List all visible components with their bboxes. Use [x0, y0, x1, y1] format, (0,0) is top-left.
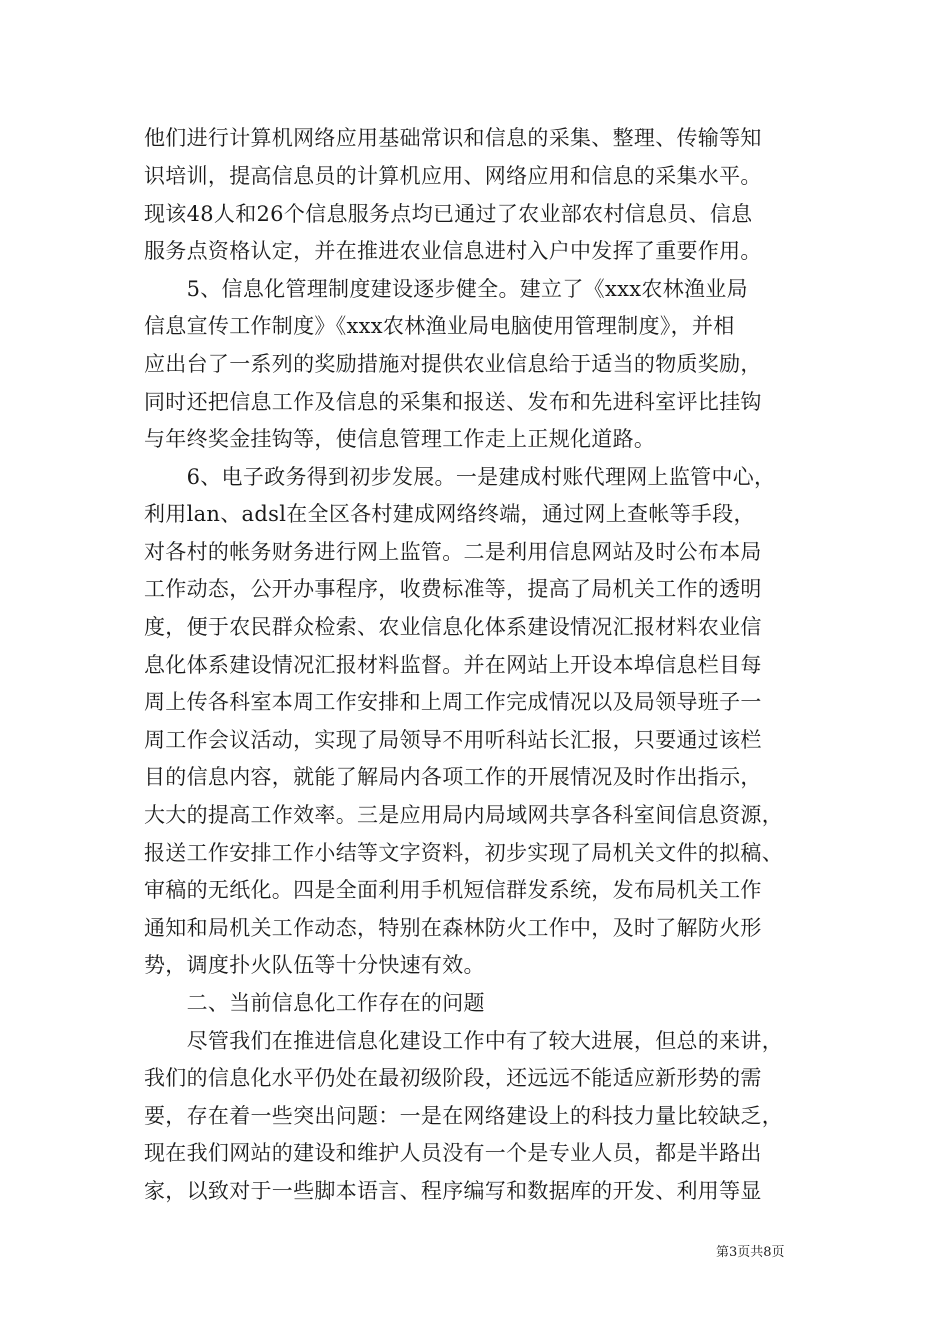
text-line: 目的信息内容，就能了解局内各项工作的开展情况及时作出指示， [144, 765, 762, 789]
text-line: 信息宣传工作制度》《xxx农林渔业局电脑使用管理制度》，并相 [144, 314, 735, 338]
text-line: 家，以致对于一些脚本语言、程序编写和数据库的开发、利用等显 [144, 1179, 762, 1203]
text-line: 对各村的帐务财务进行网上监管。二是利用信息网站及时公布本局 [144, 540, 762, 564]
text-line: 他们进行计算机网络应用基础常识和信息的采集、整理、传输等知 [144, 126, 762, 150]
section-heading: 二、当前信息化工作存在的问题 [144, 991, 485, 1015]
text-line: 报送工作安排工作小结等文字资料，初步实现了局机关文件的拟稿、 [144, 841, 783, 865]
text-line: 势，调度扑火队伍等十分快速有效。 [144, 953, 485, 977]
text-line: 同时还把信息工作及信息的采集和报送、发布和先进科室评比挂钩 [144, 390, 762, 414]
text-line: 大大的提高工作效率。三是应用局内局域网共享各科室间信息资源， [144, 803, 783, 827]
text-line: 5、信息化管理制度建设逐步健全。建立了《xxx农林渔业局 [144, 277, 748, 301]
text-line: 6、电子政务得到初步发展。一是建成村账代理网上监管中心， [144, 465, 776, 489]
text-line: 服务点资格认定，并在推进农业信息进村入户中发挥了重要作用。 [144, 239, 762, 263]
text-line: 利用lan、adsl在全区各村建成网络终端，通过网上查帐等手段， [144, 502, 755, 526]
text-line: 我们的信息化水平仍处在最初级阶段，还远远不能适应新形势的需 [144, 1066, 762, 1090]
text-line: 周上传各科室本周工作安排和上周工作完成情况以及局领导班子一 [144, 690, 762, 714]
text-line: 现在我们网站的建设和维护人员没有一个是专业人员，都是半路出 [144, 1141, 762, 1165]
text-line: 现该48人和26个信息服务点均已通过了农业部农村信息员、信息 [144, 202, 753, 226]
page-number: 第3页共8页 [716, 1245, 785, 1260]
text-line: 息化体系建设情况汇报材料监督。并在网站上开设本埠信息栏目每 [144, 653, 762, 677]
text-line: 应出台了一系列的奖励措施对提供农业信息给于适当的物质奖励， [144, 352, 762, 376]
text-line: 识培训，提高信息员的计算机应用、网络应用和信息的采集水平。 [144, 164, 762, 188]
text-line: 审稿的无纸化。四是全面利用手机短信群发系统，发布局机关工作 [144, 878, 762, 902]
text-line: 要，存在着一些突出问题：一是在网络建设上的科技力量比较缺乏， [144, 1104, 783, 1128]
text-line: 度，便于农民群众检索、农业信息化体系建设情况汇报材料农业信 [144, 615, 762, 639]
text-line: 尽管我们在推进信息化建设工作中有了较大进展，但总的来讲， [144, 1029, 783, 1053]
text-line: 工作动态，公开办事程序，收费标准等，提高了局机关工作的透明 [144, 577, 762, 601]
text-line: 通知和局机关工作动态，特别在森林防火工作中，及时了解防火形 [144, 916, 762, 940]
text-line: 与年终奖金挂钩等，使信息管理工作走上正规化道路。 [144, 427, 656, 451]
text-line: 周工作会议活动，实现了局领导不用听科站长汇报，只要通过该栏 [144, 728, 762, 752]
